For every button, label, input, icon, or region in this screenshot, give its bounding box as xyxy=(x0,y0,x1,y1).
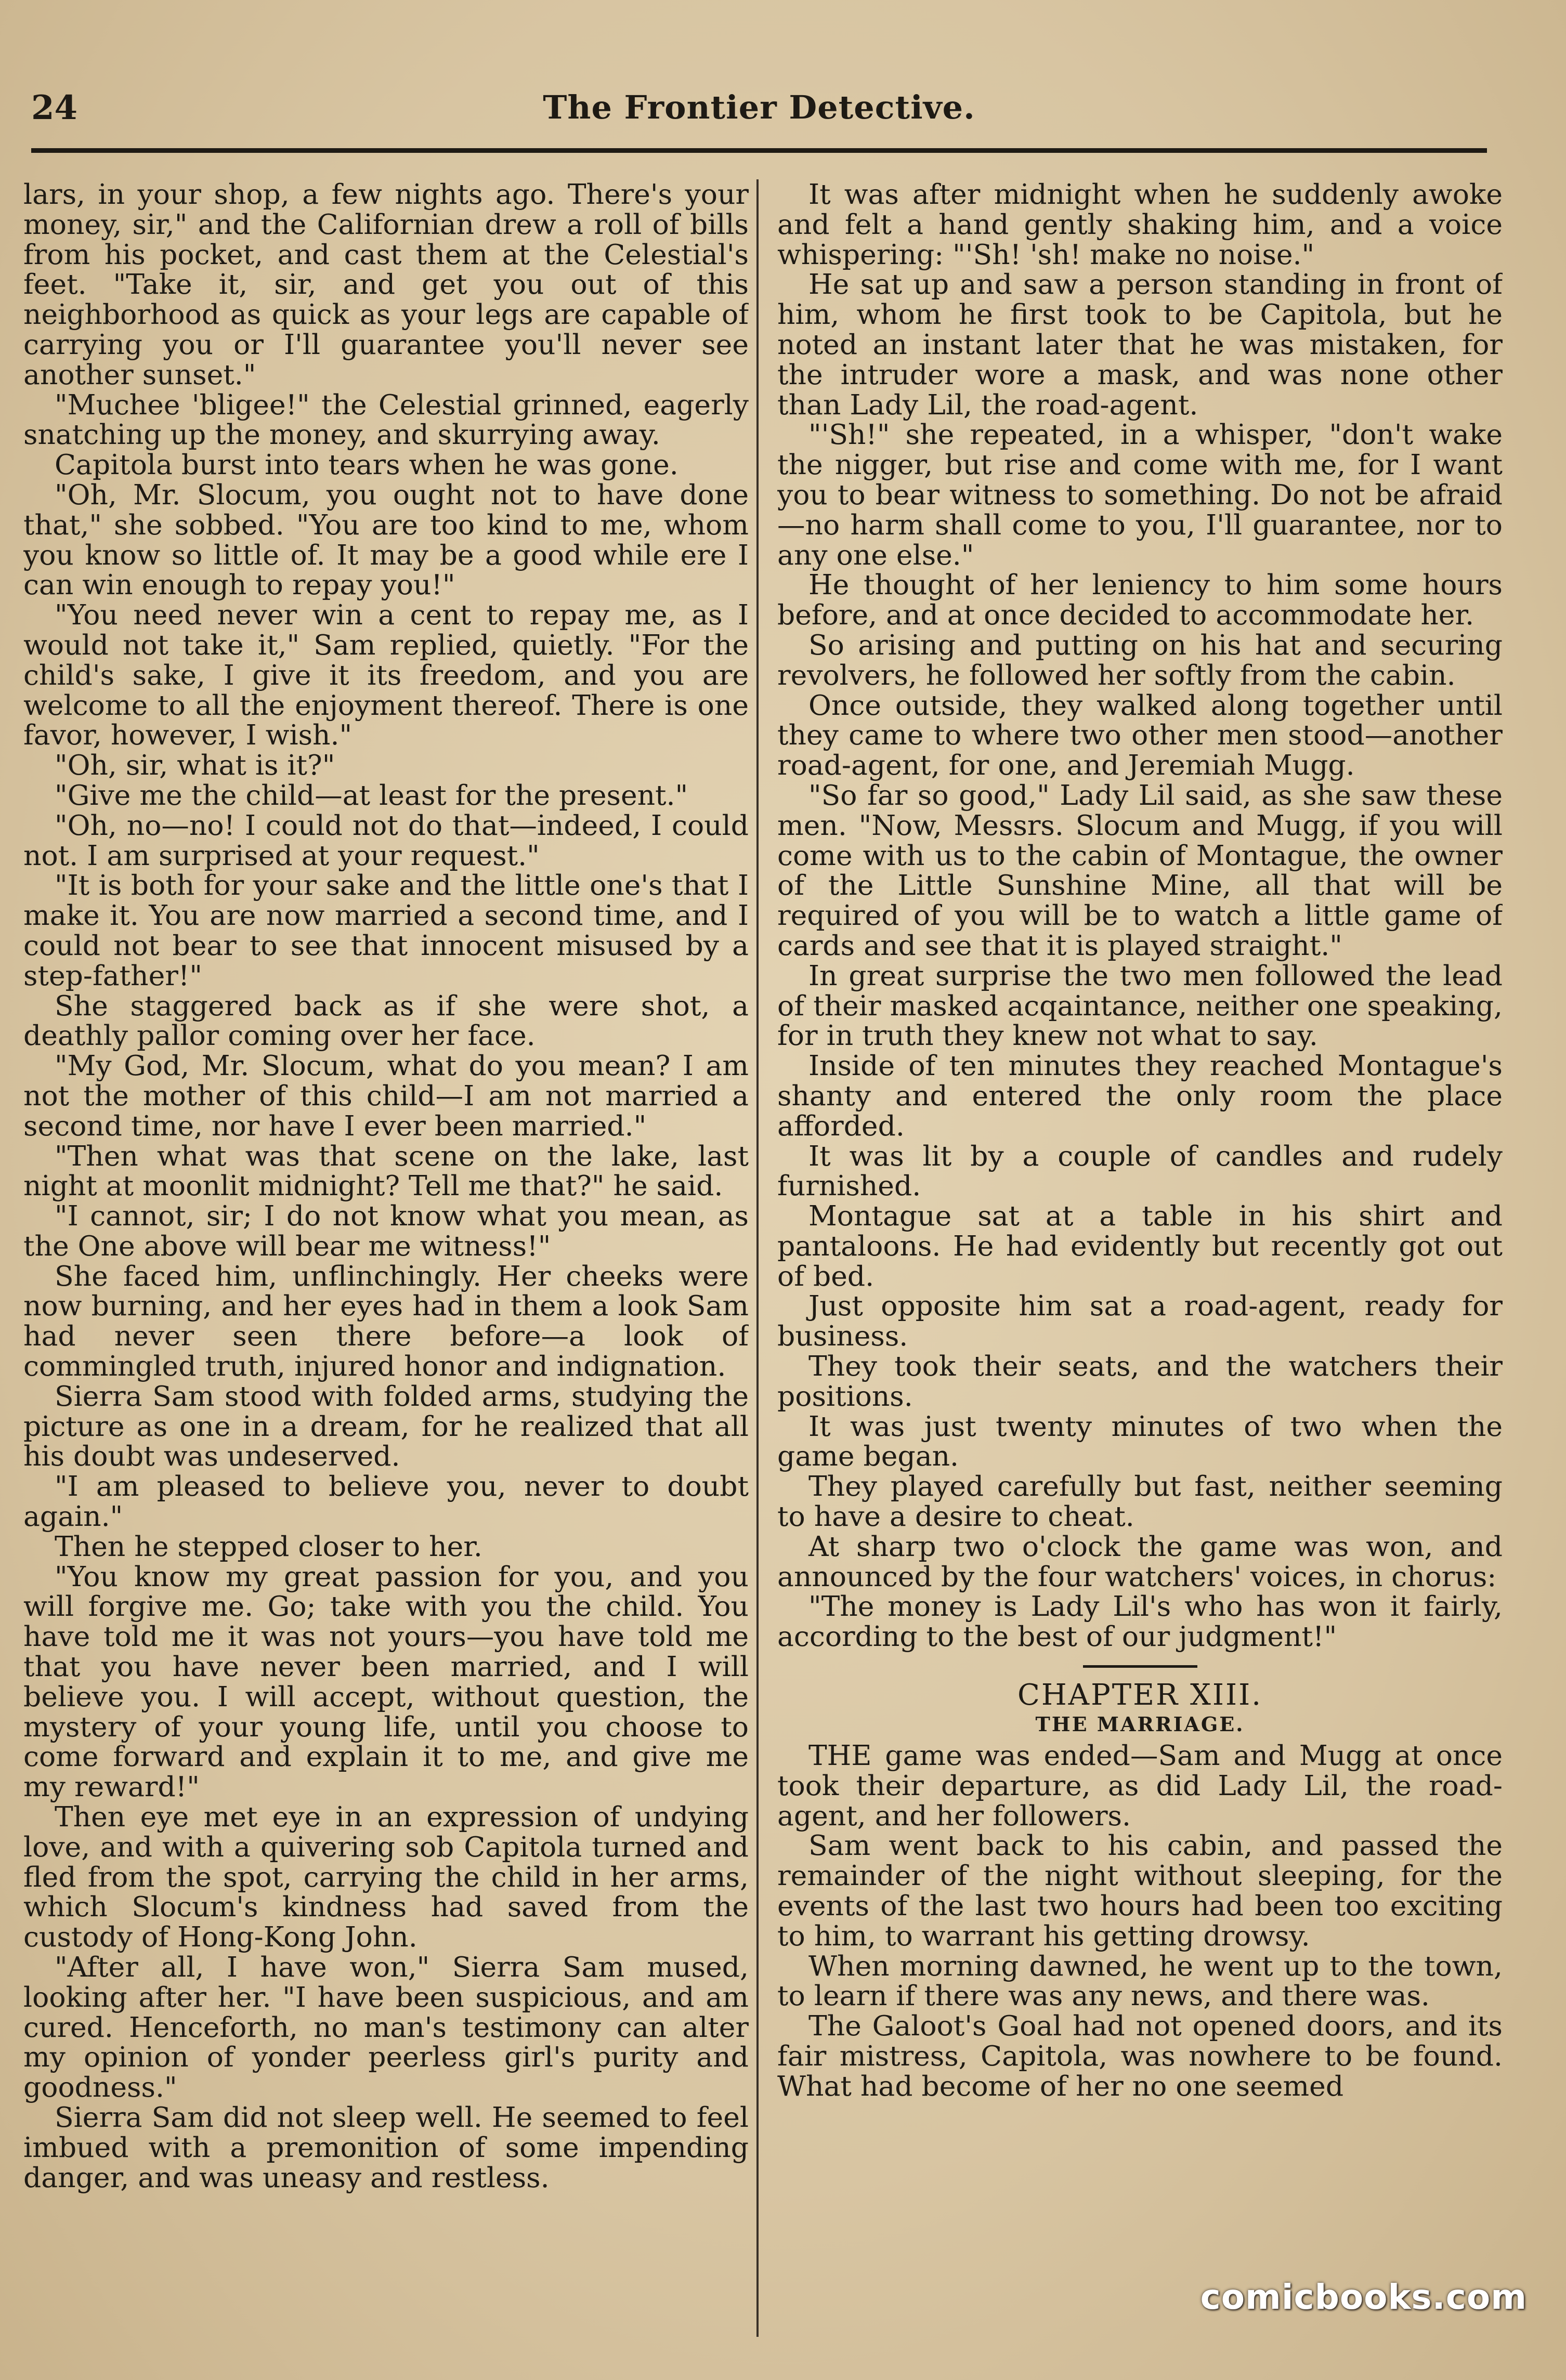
column-divider xyxy=(756,179,759,2337)
watermark: comicbooks.com xyxy=(1200,2277,1527,2317)
paragraph: "Oh, sir, what is it?" xyxy=(55,749,335,782)
paragraph: They took their seats, and the watchers their positions. xyxy=(777,1350,1503,1413)
chapter-heading: CHAPTER XIII. xyxy=(1017,1678,1263,1712)
paragraph: In great surprise the two men followed the lead of their masked acqaintance, neither one speaking, for in truth they knew not what to say. xyxy=(777,959,1503,1052)
chapter-subtitle: THE MARRIAGE. xyxy=(1035,1712,1245,1736)
paragraph: "I am pleased to believe you, never to doubt again." xyxy=(23,1470,749,1533)
paragraph: "So far so good," Lady Lil said, as she saw these men. "Now, Messrs. Slocum and Mugg, if you will come with us to the cabin of Montague, the owner of the Little Sunshine Mine, all that will be required of you will be to watch a little game of cards and see that it is played straight." xyxy=(777,778,1503,962)
paragraph: They played carefully but fast, neither seeming to have a desire to cheat. xyxy=(777,1470,1503,1533)
paragraph: "Muchee 'bligee!" the Celestial grinned, eagerly snatching up the money, and skurrying away. xyxy=(23,388,749,451)
paragraph: "After all, I have won," Sierra Sam mused, looking after her. "I have been suspicious, and am cured. Henceforth, no man's testimony can alter my opinion of yonder peerless girl's purity and goodness." xyxy=(23,1951,749,2104)
paragraph: Montague sat at a table in his shirt and pantaloons. He had evidently but recently got out of bed. xyxy=(777,1199,1503,1292)
header-rule xyxy=(31,148,1487,153)
paragraph: "Oh, no—no! I could not do that—indeed, I could not. I am surprised at your request." xyxy=(23,808,749,872)
paragraph: She faced him, unflinchingly. Her cheeks were now burning, and her eyes had in them a look Sam had never seen there before—a look of commingled truth, injured honor and indignation. xyxy=(23,1259,749,1383)
paragraph: "'Sh!" she repeated, in a whisper, "don't wake the nigger, but rise and come with me, for I want you to bear witness to something. Do not be afraid—no harm shall come to you, I'll guarantee, nor to any one else." xyxy=(777,418,1503,571)
paragraph: The Galoot's Goal had not opened doors, and its fair mistress, Capitola, was nowhere to be found. What had become of her no one seemed xyxy=(777,2009,1503,2102)
left-column xyxy=(23,179,749,2337)
paragraph: "Give me the child—at least for the present." xyxy=(55,778,688,812)
paragraph: Then he stepped closer to her. xyxy=(55,1529,482,1563)
paragraph: "Oh, Mr. Slocum, you ought not to have done that," she sobbed. "You are too kind to me, whom you know so little of. It may be a good while ere I can win enough to repay you!" xyxy=(23,478,749,601)
paragraph: lars, in your shop, a few nights ago. There's your money, sir," and the Californian drew a roll of bills from his pocket, and cast them at the Celestial's feet. "Take it, sir, and get you out of this neighborhood as quick as your legs are capable of carrying you or I'll guarantee you'll never see another sunset." xyxy=(23,179,749,391)
paragraph: Just opposite him sat a road-agent, ready for business. xyxy=(777,1289,1503,1353)
page-header xyxy=(31,83,1487,140)
paragraph: So arising and putting on his hat and securing revolvers, he followed her softly from the cabin. xyxy=(777,628,1503,691)
paragraph: Capitola burst into tears when he was gone. xyxy=(55,448,678,481)
paragraph: It was lit by a couple of candles and rudely furnished. xyxy=(777,1139,1503,1202)
paragraph: It was after midnight when he suddenly awoke and felt a hand gently shaking him, and a voice whispering: "'Sh! 'sh! make no noise." xyxy=(777,179,1503,271)
paragraph: "You need never win a cent to repay me, as I would not take it," Sam replied, quietly. "For the child's sake, I give it its freedom, and you are welcome to all the enjoyment thereof. There is one favor, however, I wish." xyxy=(23,598,749,752)
paragraph: "The money is Lady Lil's who has won it fairly, according to the best of our judgment!" xyxy=(777,1590,1503,1653)
paragraph: Once outside, they walked along together until they came to where two other men stood—another road-agent, for one, and Jeremiah Mugg. xyxy=(777,688,1503,782)
paragraph: She staggered back as if she were shot, a deathly pallor coming over her face. xyxy=(23,989,749,1052)
page-number: 24 xyxy=(31,88,78,127)
right-column xyxy=(777,179,1503,2337)
paragraph: "My God, Mr. Slocum, what do you mean? I am not the mother of this child—I am not married a second time, nor have I ever been married." xyxy=(23,1049,749,1142)
paragraph: Sierra Sam stood with folded arms, studying the picture as one in a dream, for he realized that all his doubt was undeserved. xyxy=(23,1379,749,1473)
paragraph: Sierra Sam did not sleep well. He seemed to feel imbued with a premonition of some impending danger, and was uneasy and restless. xyxy=(23,2101,749,2194)
paragraph: "Then what was that scene on the lake, last night at moonlit midnight? Tell me that?" he said. xyxy=(23,1139,749,1202)
paragraph: Then eye met eye in an expression of undying love, and with a quivering sob Capitola turned and fled from the spot, carrying the child in her arms, which Slocum's kindness had saved from the custody of Hong-Kong John. xyxy=(23,1800,749,1954)
paragraph: THE game was ended—Sam and Mugg at once took their departure, as did Lady Lil, the road-agent, and her followers. xyxy=(777,1739,1503,1832)
paragraph: "I cannot, sir; I do not know what you mean, as the One above will bear me witness!" xyxy=(23,1199,749,1262)
paragraph: "It is both for your sake and the little one's that I make it. You are now married a second time, and I could not bear to see that innocent misused by a step-father!" xyxy=(23,869,749,992)
paragraph: "You know my great passion for you, and you will forgive me. Go; take with you the child. You have told me it was not yours—you have told me that you have never been married, and I will believe you. I will accept, without question, the mystery of your young life, until you choose to come forward and explain it to me, and give me my reward!" xyxy=(23,1560,749,1803)
right-column-text-after-chapter xyxy=(777,1741,1503,2101)
paragraph: He thought of her leniency to him some hours before, and at once decided to accommodate her. xyxy=(777,568,1503,632)
paragraph: At sharp two o'clock the game was won, and announced by the four watchers' voices, in chorus: xyxy=(777,1529,1503,1593)
paragraph: When morning dawned, he went up to the town, to learn if there was any news, and there was. xyxy=(777,1949,1503,2012)
paragraph: Sam went back to his cabin, and passed the remainder of the night without sleeping, for the events of the last two hours had been too exciting to him, to warrant his getting drowsy. xyxy=(777,1829,1503,1952)
chapter-rule xyxy=(1083,1665,1197,1668)
right-column-text-before-chapter xyxy=(777,179,1503,1652)
running-title: The Frontier Detective. xyxy=(543,88,975,126)
paragraph: He sat up and saw a person standing in front of him, whom he first took to be Capitola, but he noted an instant later that he was mistaken, for the intruder wore a mask, and was none other than Lady Lil, the road-agent. xyxy=(777,268,1503,421)
paragraph: Inside of ten minutes they reached Montague's shanty and entered the only room the place afforded. xyxy=(777,1049,1503,1142)
paragraph: It was just twenty minutes of two when the game began. xyxy=(777,1409,1503,1473)
